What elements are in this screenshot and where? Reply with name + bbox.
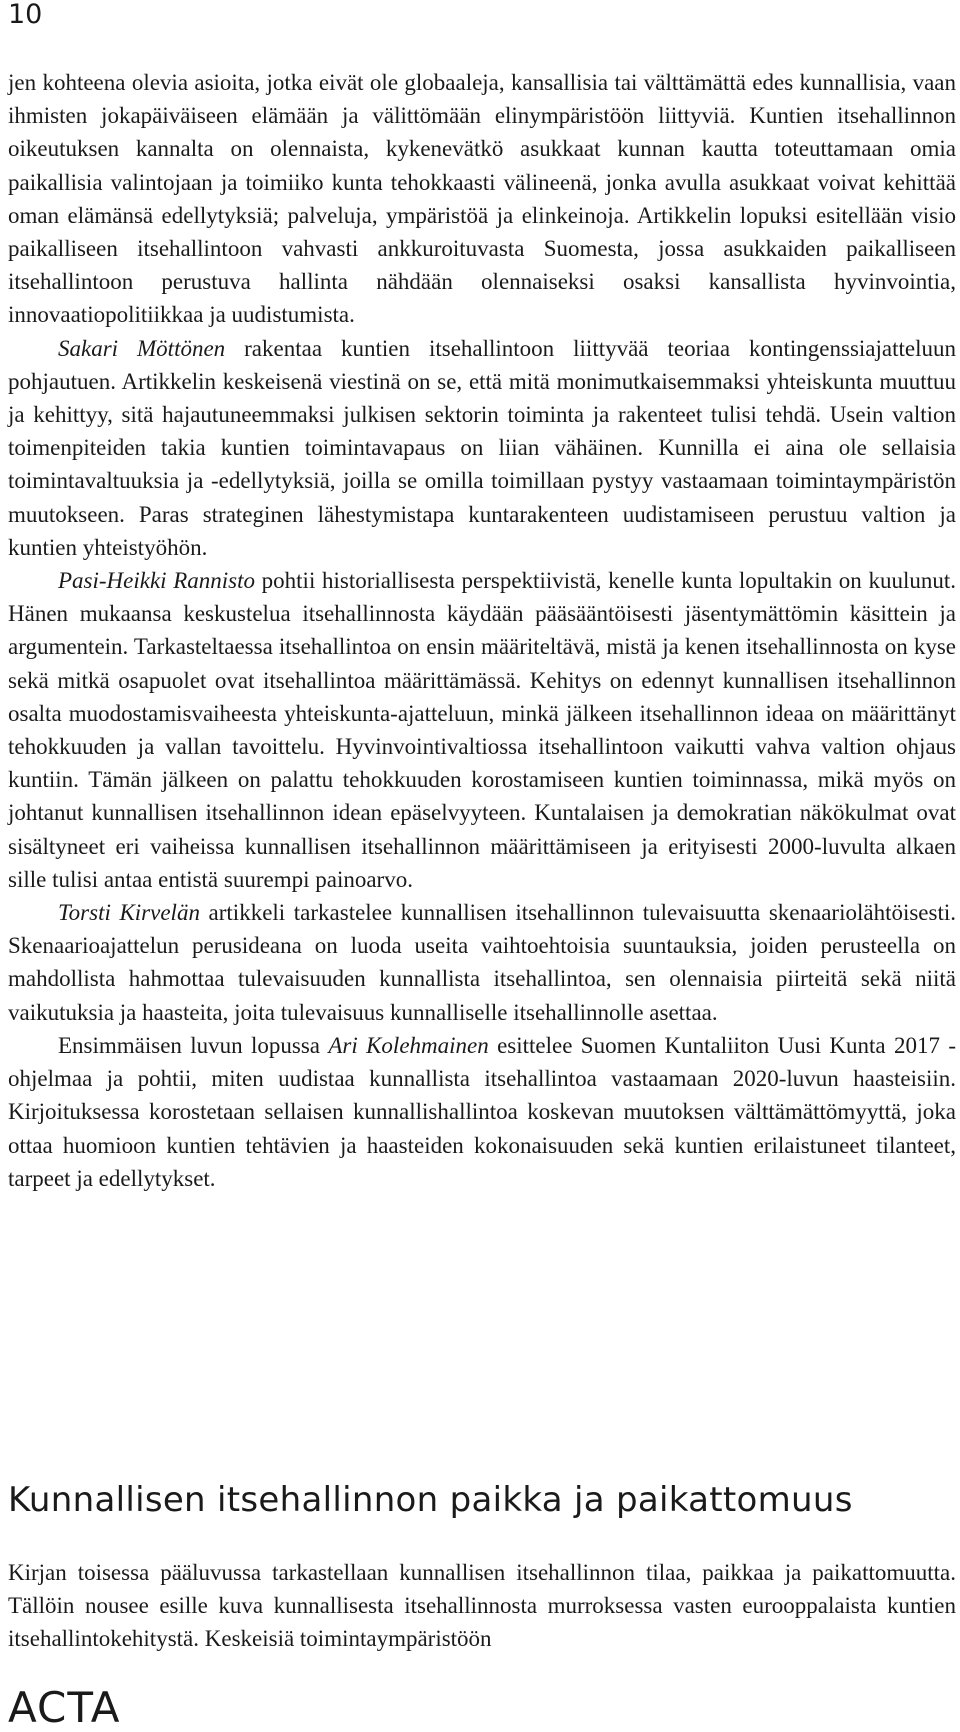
paragraph bbox=[8, 564, 956, 896]
author-name: Ari Kolehmainen bbox=[328, 1032, 489, 1058]
paragraph-text: jen kohteena olevia asioita, jotka eivät ole globaaleja, kansallisia tai välttämättä edes kunnallisia, vaan ihmisten jokapäiväiseen elämään ja välittömään elinympäristöön liittyviä. Kuntien itsehallinnon oikeutuksen kannalta on olennaista, kykenevätkö asukkaat kunnan kautta toteuttamaan omia paikallisia valintojaan ja toimiiko kunta tehokkaasti välineenä, jonka avulla asukkaat voivat kehittää oman elämänsä edellytyksiä; palveluja, ympäristöä ja elinkeinoja. Artikkelin lopuksi esitellään visio paikalliseen itsehallintoon vahvasti ankkuroituvasta Suomesta, jossa asukkaiden paikalliseen itsehallintoon perustuva hallinta nähdään olennaiseksi osaksi kansallista hyvinvointia, innovaatiopolitiikkaa ja uudistumista. bbox=[8, 70, 956, 328]
paragraph bbox=[8, 66, 956, 332]
footer-logo: ACTA bbox=[8, 1683, 121, 1732]
paragraph-text: artikkeli tarkastelee kunnallisen itsehallinnon tulevaisuutta skenaariolähtöisesti. Skenaarioajattelun perusideana on luoda useita vaihtoehtoisia suuntauksia, joiden perusteella on mahdollista hahmottaa tulevaisuuden kunnallista itsehallintoa, sen olennaisia piirteitä sekä niitä vaikutuksia ja haasteita, joita tulevaisuus kunnalliselle itsehallinnolle asettaa. bbox=[8, 900, 956, 1025]
paragraph bbox=[8, 896, 956, 1029]
paragraph bbox=[8, 332, 956, 564]
body-text bbox=[8, 66, 956, 1195]
section-heading: Kunnallisen itsehallinnon paikka ja paikattomuus bbox=[8, 1480, 853, 1520]
section-body-text bbox=[8, 1556, 956, 1656]
paragraph-text: pohtii historiallisesta perspektiivistä, kenelle kunta lopultakin on kuulunut. Hänen mukaansa keskustelua itsehallinnosta käydään pääsääntöisesti jäsentymättömin käsittein ja argumentein. Tarkasteltaessa itsehallintoa on ensin määriteltävä, mistä ja kenen itsehallinnosta on kyse sekä mitkä osapuolet ovat itsehallintoa määrittämässä. Kehitys on edennyt kunnallisen itsehallinnon osalta muodostamisvaiheesta yhteiskunta-ajatteluun, minkä jälkeen itsehallinnon ideaa on määrittänyt tehokkuuden ja vallan tavoittelu. Hyvinvointivaltiossa itsehallintoon vaikutti vahva valtion ohjaus kuntiin. Tämän jälkeen on palattu tehokkuuden korostamiseen kuntien toiminnassa, mikä myös on johtanut kunnallisen itsehallinnon idean epäselvyyteen. Kuntalaisen ja demokratian näkökulmat ovat sisältyneet eri vaiheissa kunnallisen itsehallinnon määrittämiseen ja erityisesti 2000-luvulta alkaen sille tulisi antaa entistä suurempi painoarvo. bbox=[8, 568, 956, 892]
paragraph: Kirjan toisessa pääluvussa tarkastellaan kunnallisen itsehallinnon tilaa, paikkaa ja paikattomuutta. Tällöin nousee esille kuva kunnallisesta itsehallinnosta murroksessa vasten eurooppalaista kuntien itsehallintokehitystä. Keskeisiä toimintaympäristöön bbox=[8, 1560, 956, 1652]
paragraph-text: Ensimmäisen luvun lopussa bbox=[58, 1032, 329, 1058]
author-name: Sakari Möttönen bbox=[58, 335, 226, 361]
paragraph-text: rakentaa kuntien itsehallintoon liittyvää teoriaa kontingenssiajatteluun pohjautuen. Artikkelin keskeisenä viestinä on se, että mitä monimutkaisemmaksi yhteiskunta muuttuu ja kehittyy, sitä hajautuneemmaksi julkisen sektorin toiminta ja rakenteet tulisi tehdä. Usein valtion toimenpiteiden takia kuntien toimintavapaus on liian vähäinen. Kunnilla ei aina ole sellaisia toimintavaltuuksia ja -edellytyksiä, joilla se omilla toimillaan pystyy vastaamaan toimintaympäristön muutokseen. Paras strateginen lähestymistapa kuntarakenteen uudistamiseen perustuu valtion ja kuntien yhteistyöhön. bbox=[8, 335, 956, 560]
paragraph-text: esittelee Suomen Kuntaliiton Uusi Kunta 2017 -ohjelmaa ja pohtii, miten uudistaa kunnallista itsehallintoa vastaamaan 2020-luvun haasteisiin. Kirjoituksessa korostetaan sellaisen kunnallishallintoa koskevan muutoksen välttämättömyyttä, joka ottaa huomioon kuntien tehtävien ja haasteiden kokonaisuuden sekä kuntien erilaistuneet tilanteet, tarpeet ja edellytykset. bbox=[8, 1032, 956, 1191]
page-number: 10 bbox=[8, 0, 43, 30]
author-name: Pasi-Heikki Rannisto bbox=[58, 568, 256, 594]
paragraph bbox=[8, 1029, 956, 1195]
author-name: Torsti Kirvelän bbox=[58, 900, 200, 926]
